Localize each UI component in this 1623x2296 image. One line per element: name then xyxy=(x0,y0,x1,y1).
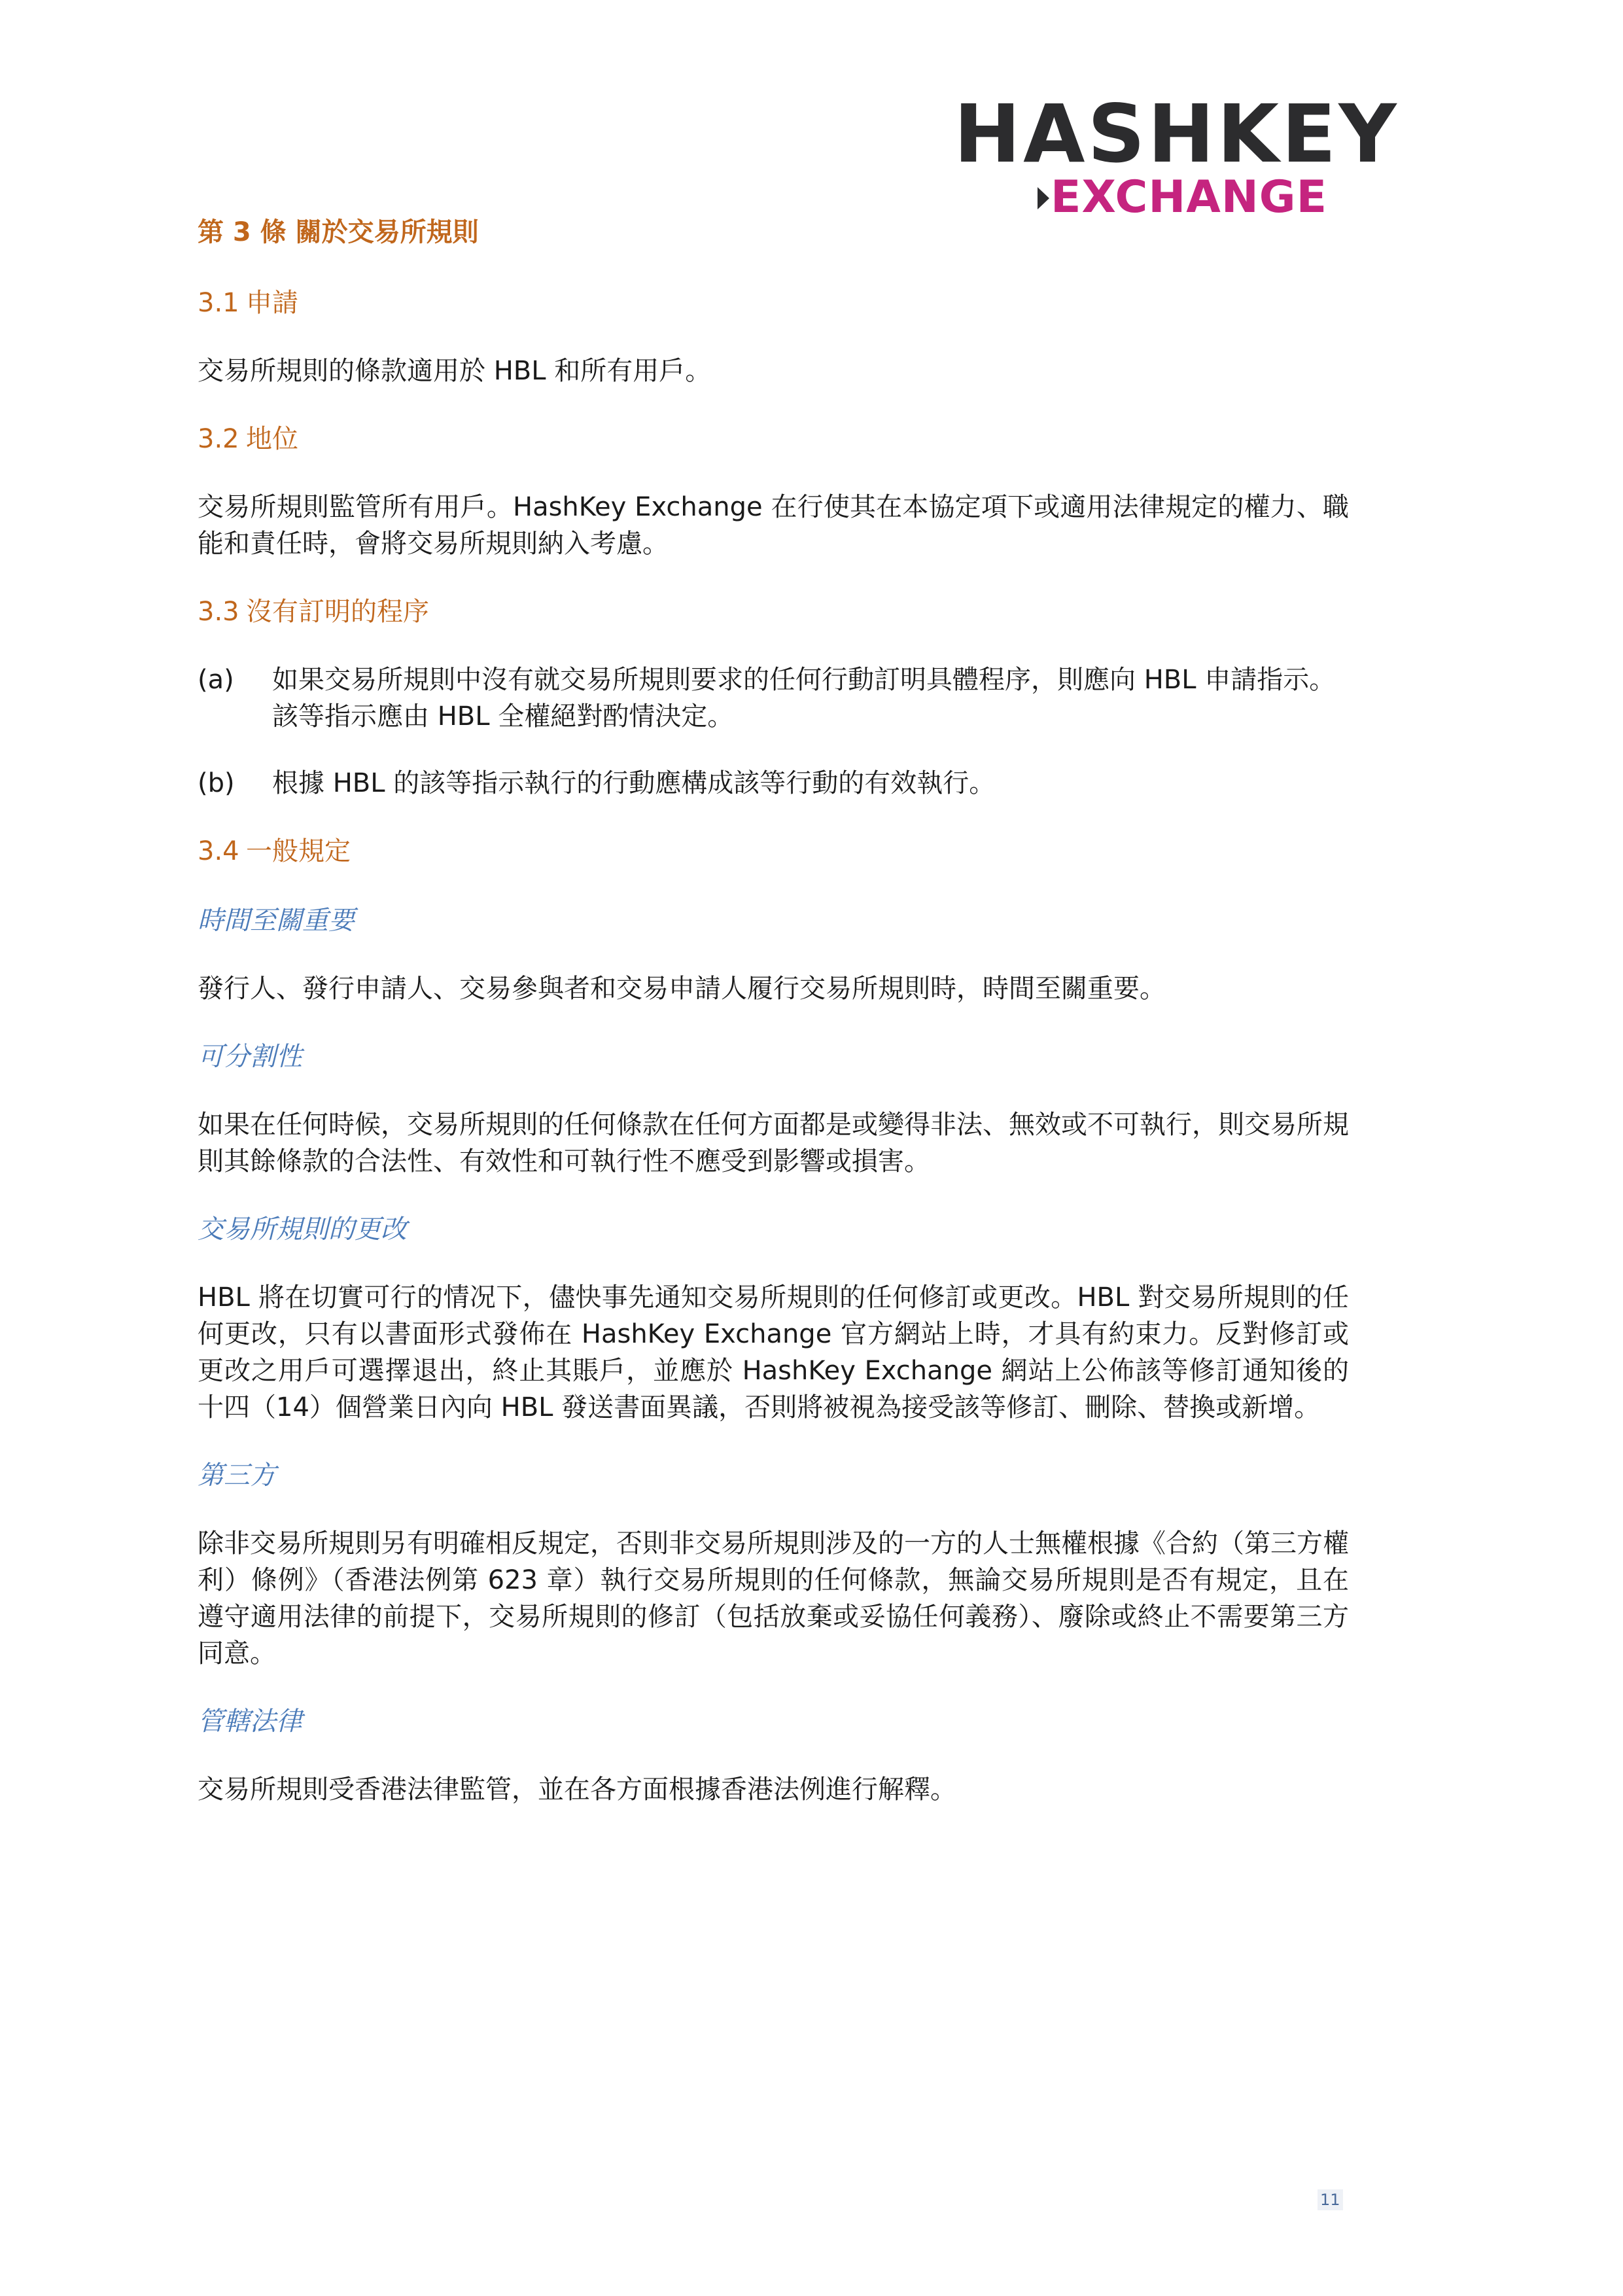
section-number: 3.1 xyxy=(198,288,239,318)
subsection-body: HBL 將在切實可行的情况下，儘快事先通知交易所規則的任何修訂或更改。HBL 對交易所規則的任何更改，只有以書面形式發佈在 HashKey Exchange 官方網站上時，才具有約束力。反對修訂或更改之用戶可選擇退出，終止其賬戶，並應於 HashKey Exchange 網站上公佈該等修訂通知後的十四（14）個營業日內向 HBL 發送書面異議，否則將被視為接受該等修訂、刪除、替換或新增。 xyxy=(198,1282,1349,1422)
page-number: 11 xyxy=(1318,2189,1343,2210)
logo-wordmark-hashkey: HASHKEY xyxy=(954,88,1399,181)
subsection-body: 發行人、發行申請人、交易參與者和交易申請人履行交易所規則時，時間至關重要。 xyxy=(198,974,1166,1004)
section-3-2-body: 交易所規則監管所有用戶。HashKey Exchange 在行使其在本協定項下或適用法律規定的權力、職能和責任時，會將交易所規則納入考慮。 xyxy=(198,492,1349,559)
subheading-severability: 可分割性 xyxy=(198,1042,302,1072)
section-title: 沒有訂明的程序 xyxy=(246,597,429,627)
section-number: 3.2 xyxy=(198,424,239,454)
section-number: 3.3 xyxy=(198,597,239,627)
list-item-label: (a) xyxy=(198,665,234,695)
section-heading-3-2 xyxy=(198,419,1349,459)
subheading-rule-amendments: 交易所規則的更改 xyxy=(198,1214,407,1245)
list-item-text: 根據 HBL 的該等指示執行的行動應構成該等行動的有效執行。 xyxy=(272,768,996,798)
list-item-text: 如果交易所規則中沒有就交易所規則要求的任何行動訂明具體程序，則應向 HBL 申請指示。該等指示應由 HBL 全權絕對酌情決定。 xyxy=(272,665,1336,732)
subheading-third-parties: 第三方 xyxy=(198,1460,276,1491)
list-item-b xyxy=(198,765,1349,802)
list-item-a xyxy=(198,662,1349,735)
hashkey-exchange-logo xyxy=(954,88,1399,223)
section-title: 申請 xyxy=(246,288,298,318)
section-heading-3-4 xyxy=(198,832,1349,871)
subsection-body: 如果在任何時候，交易所規則的任何條款在任何方面都是或變得非法、無效或不可執行，則交易所規則其餘條款的合法性、有效性和可執行性不應受到影響或損害。 xyxy=(198,1110,1349,1176)
article-title: 第 3 條 關於交易所規則 xyxy=(198,217,479,247)
section-heading-3-3 xyxy=(198,592,1349,631)
section-number: 3.4 xyxy=(198,836,239,866)
subsection-body: 除非交易所規則另有明確相反規定，否則非交易所規則涉及的一方的人士無權根據《合約（第三方權利）條例》（香港法例第 623 章）執行交易所規則的任何條款，無論交易所規則是否有規定，且在遵守適用法律的前提下，交易所規則的修訂（包括放棄或妥協任何義務）、廢除或終止不需要第三方同意。 xyxy=(198,1528,1349,1669)
document-body xyxy=(198,213,1349,1838)
section-heading-3-1 xyxy=(198,283,1349,323)
subheading-governing-law: 管轄法律 xyxy=(198,1706,302,1737)
play-triangle-icon xyxy=(1038,187,1049,209)
section-3-1-body: 交易所規則的條款適用於 HBL 和所有用戶。 xyxy=(198,356,712,386)
section-title: 地位 xyxy=(246,424,298,454)
subheading-time-of-essence: 時間至關重要 xyxy=(198,906,355,936)
logo-wordmark-exchange: EXCHANGE xyxy=(1051,171,1328,223)
section-title: 一般規定 xyxy=(246,836,351,866)
list-item-label: (b) xyxy=(198,768,235,798)
subsection-body: 交易所規則受香港法律監管，並在各方面根據香港法例進行解釋。 xyxy=(198,1775,956,1805)
